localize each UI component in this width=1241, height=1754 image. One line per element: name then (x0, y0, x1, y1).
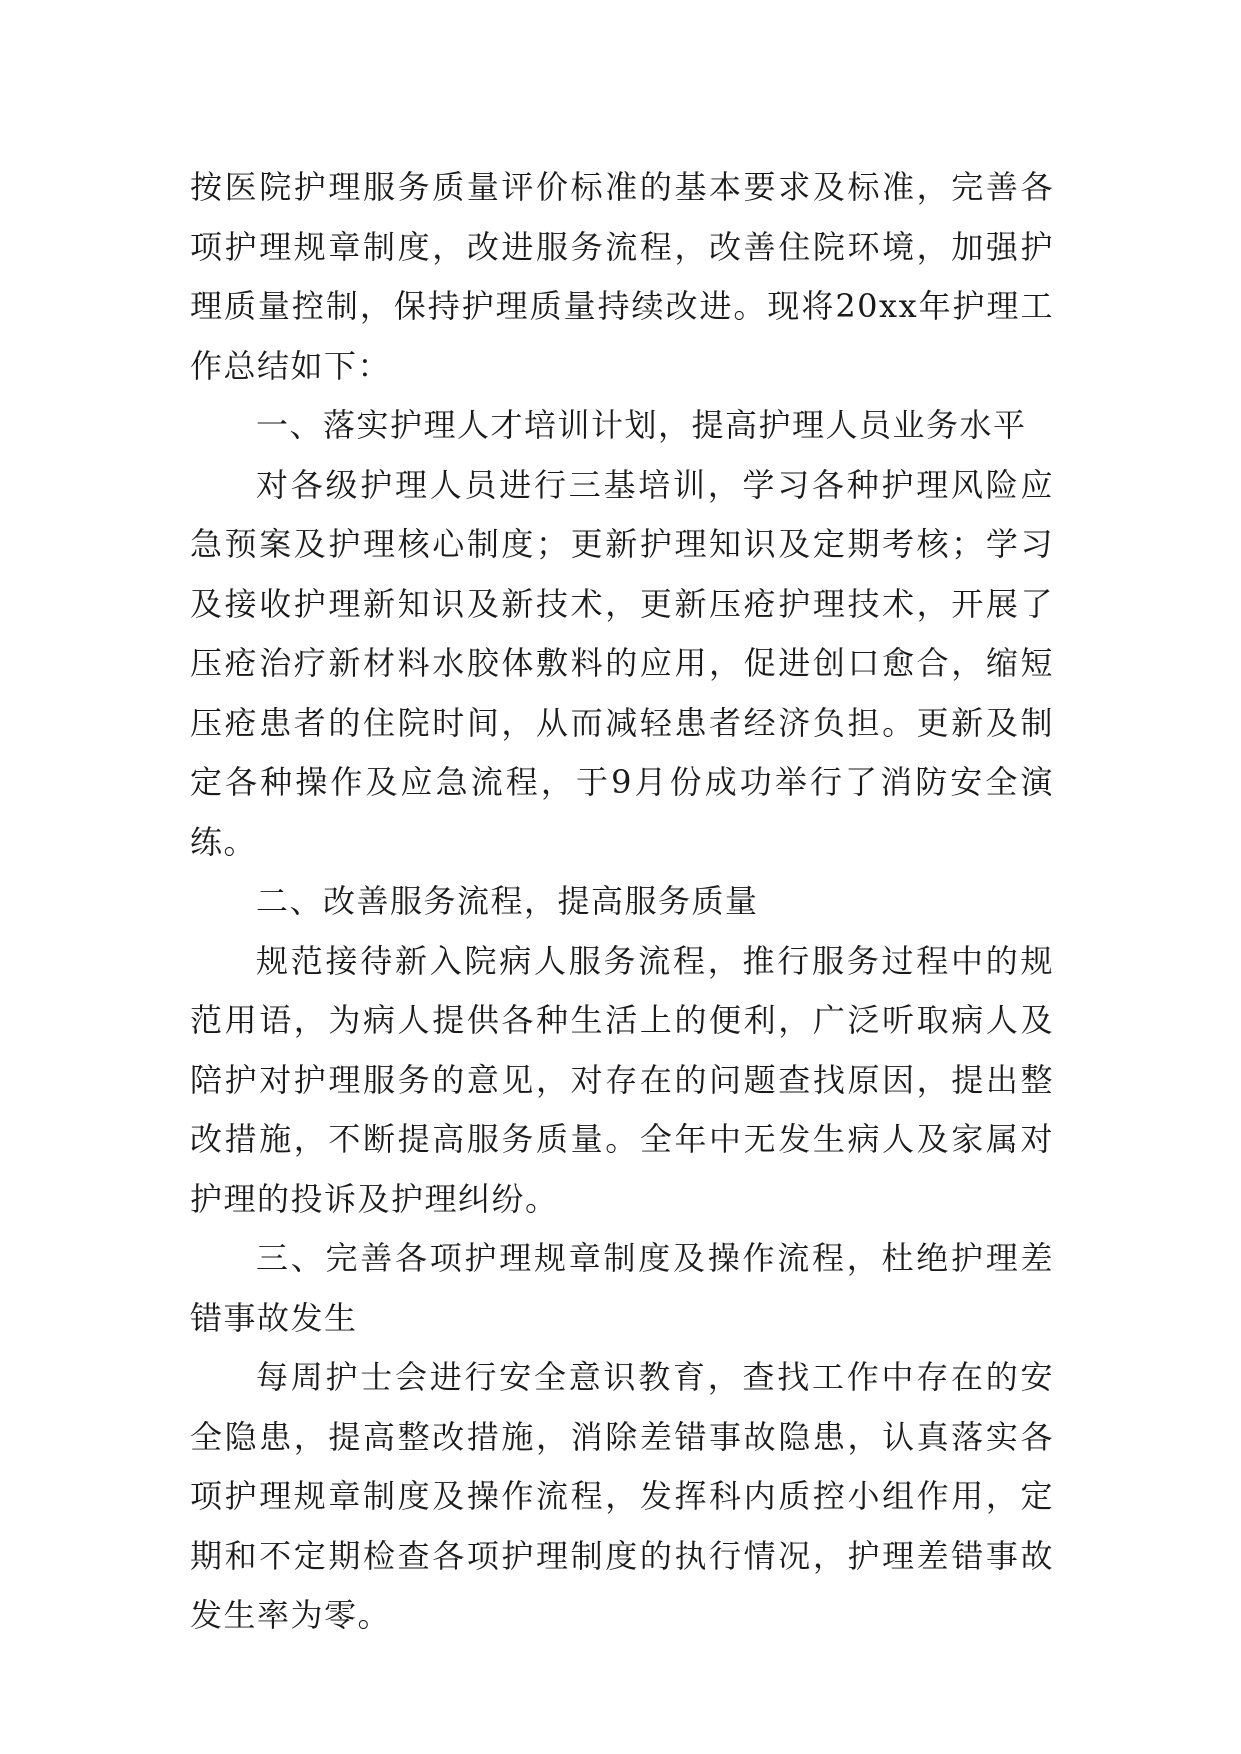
section-body-1: 对各级护理人员进行三基培训，学习各种护理风险应急预案及护理核心制度；更新护理知识及定期考核；学习及接收护理新知识及新技术，更新压疮护理技术，开展了压疮治疗新材料水胶体敷料的应用，促进创口愈合，缩短压疮患者的住院时间，从而减轻患者经济负担。更新及制定各种操作及应急流程，于9月份成功举行了消防安全演练。 (190, 465, 1054, 861)
section-heading-2: 二、改善服务流程，提高服务质量 (256, 882, 759, 920)
intro-paragraph: 按医院护理服务质量评价标准的基本要求及标准，完善各项护理规章制度，改进服务流程，改善住院环境，加强护理质量控制，保持护理质量持续改进。现将20xx年护理工作总结如下： (190, 168, 1054, 385)
section-heading-1: 一、落实护理人才培训计划，提高护理人员业务水平 (256, 406, 1027, 444)
section-body-2: 规范接待新入院病人服务流程，推行服务过程中的规范用语，为病人提供各种生活上的便利，广泛听取病人及陪护对护理服务的意见，对存在的问题查找原因，提出整改措施，不断提高服务质量。全年中无发生病人及家属对护理的投诉及护理纠纷。 (190, 941, 1054, 1218)
document-body (190, 158, 1054, 1646)
section-heading-3: 三、完善各项护理规章制度及操作流程，杜绝护理差错事故发生 (190, 1239, 1054, 1337)
section-body-3: 每周护士会进行安全意识教育，查找工作中存在的安全隐患，提高整改措施，消除差错事故隐患，认真落实各项护理规章制度及操作流程，发挥科内质控小组作用，定期和不定期检查各项护理制度的执行情况，护理差错事故发生率为零。 (190, 1358, 1054, 1634)
